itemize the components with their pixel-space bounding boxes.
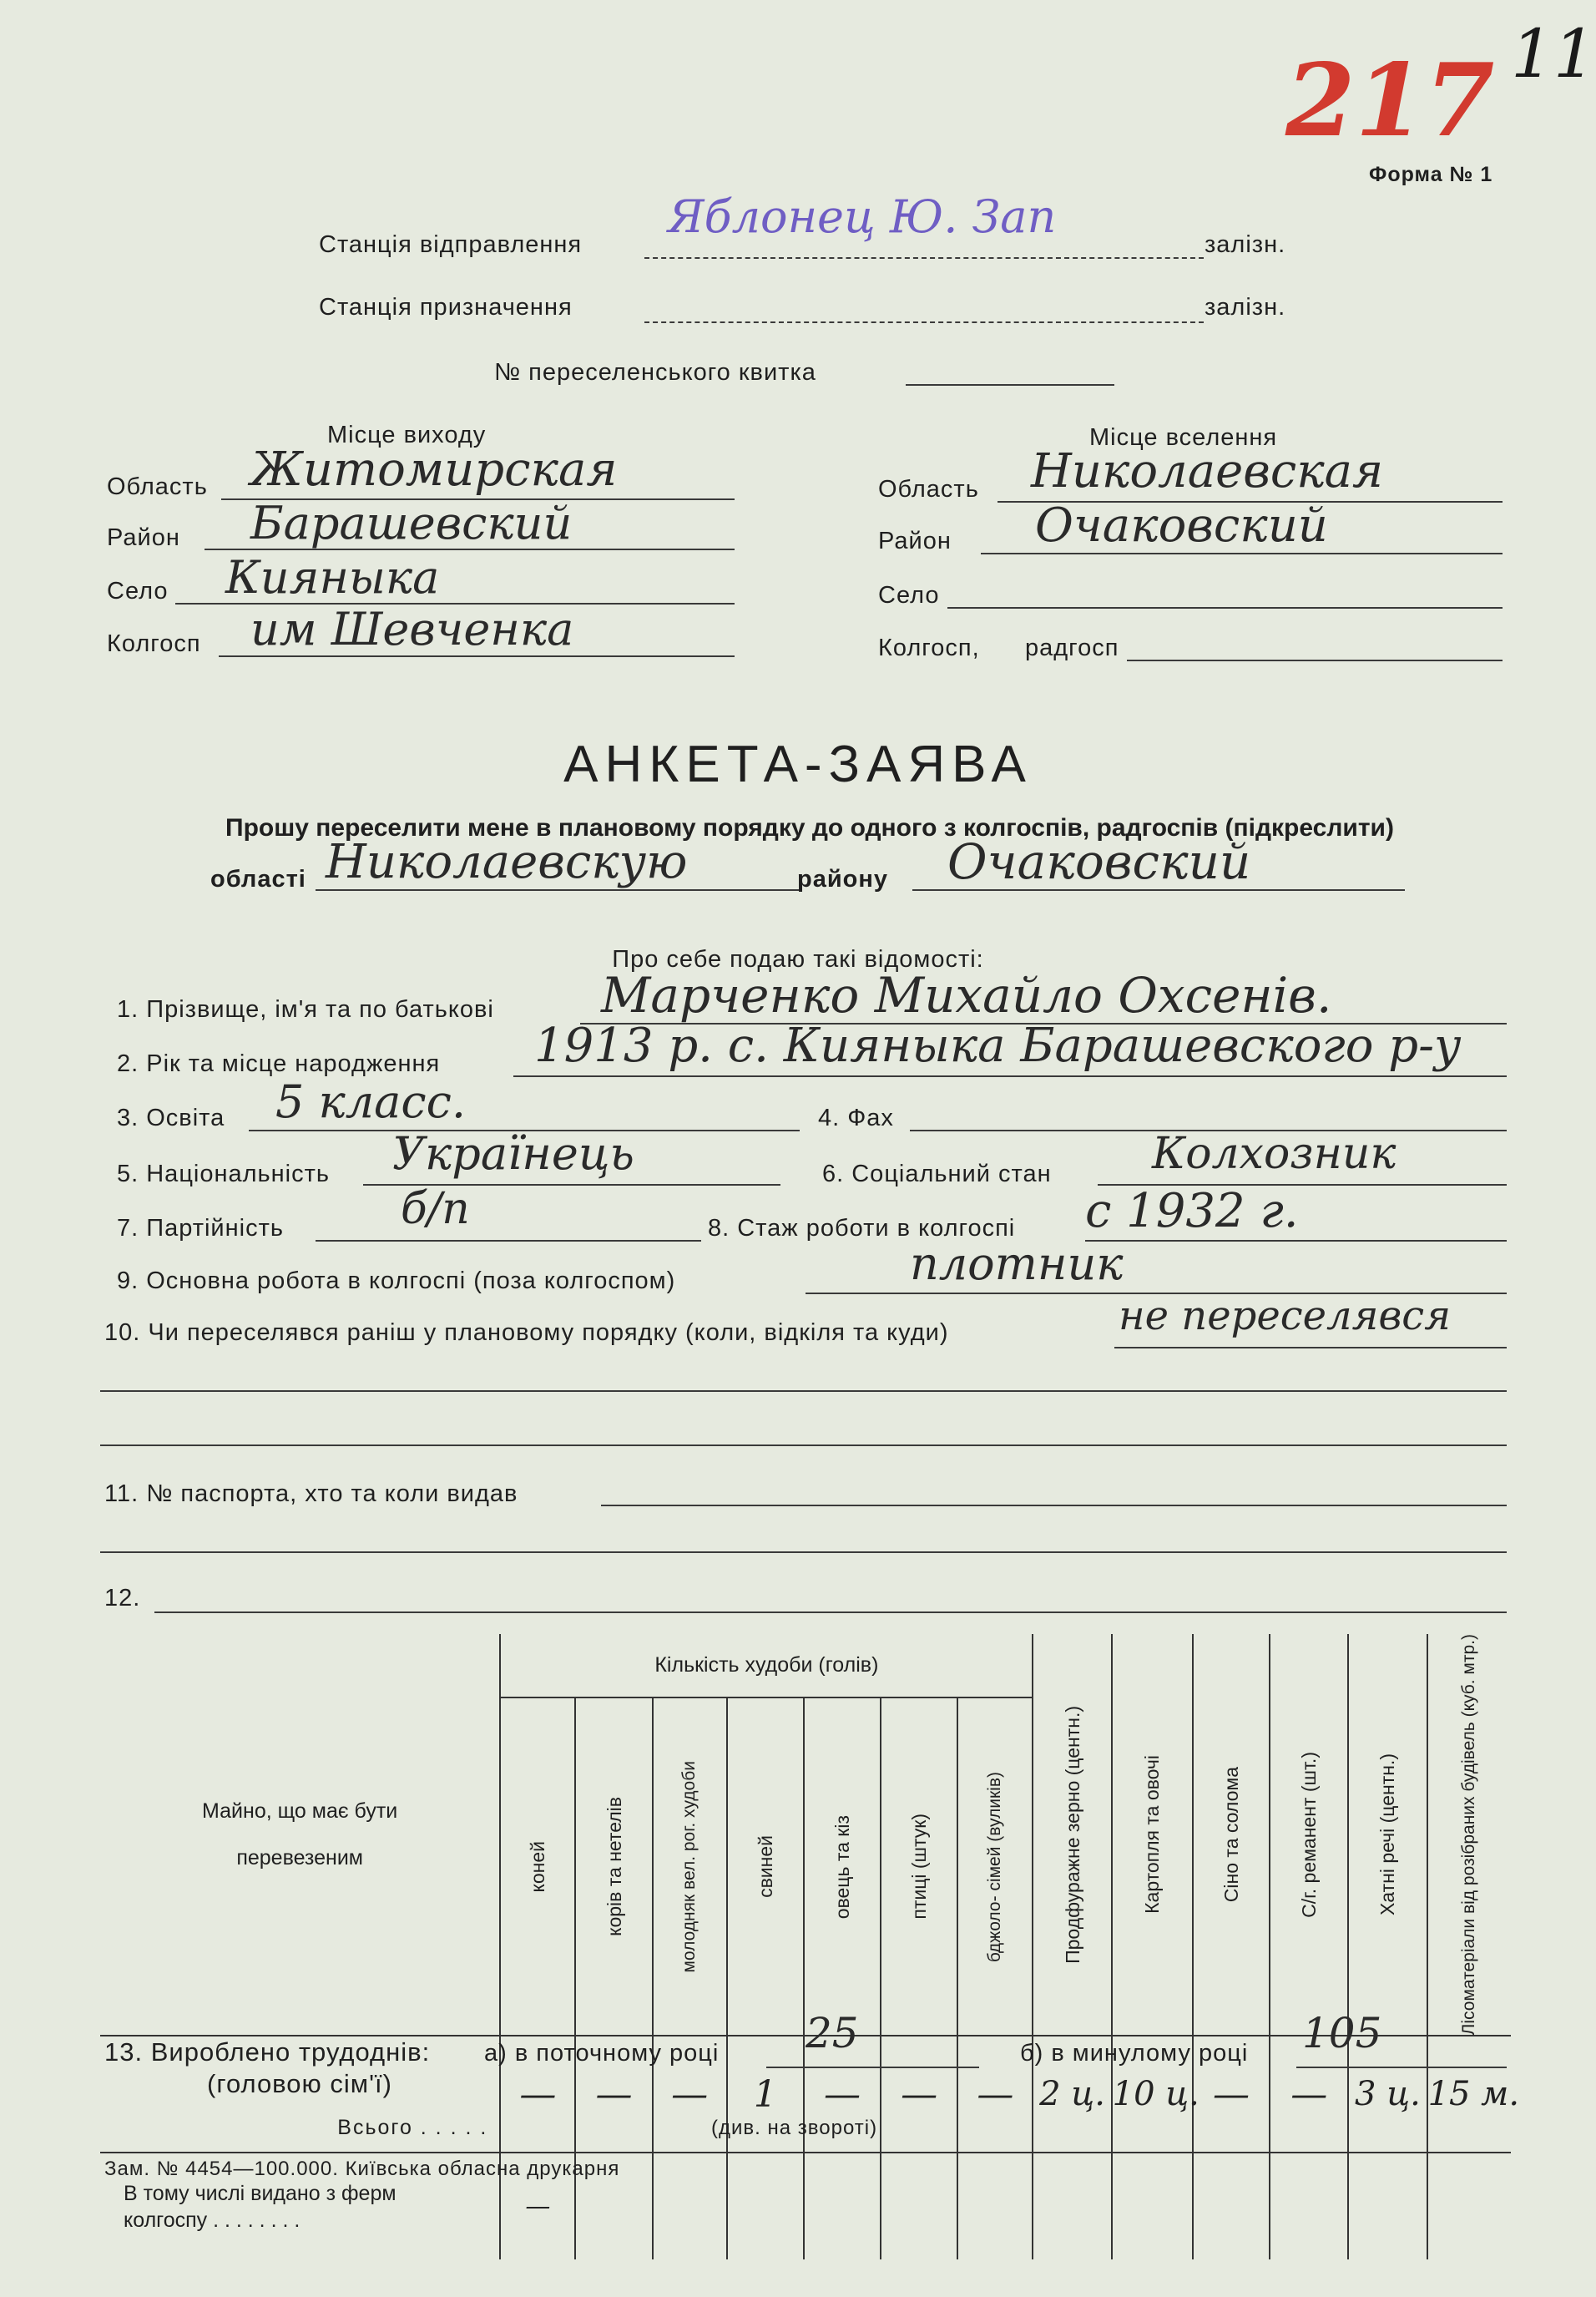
farm-cell[interactable] [1112, 2153, 1193, 2259]
workdays-current-value: 25 [806, 2009, 859, 2057]
settlement-raion-value: Очаковский [1035, 498, 1328, 553]
settlement-selo-label: Село [878, 582, 940, 609]
settlement-selo-field[interactable] [947, 569, 1503, 609]
column-header-label: корів та нетелів [603, 1797, 625, 1937]
field-1-value: Марченко Михайло Охсенів. [601, 967, 1332, 1024]
total-cell[interactable]: — [1270, 2036, 1348, 2153]
total-cell[interactable]: 1 [727, 2036, 804, 2153]
field-10-line-3[interactable] [100, 1411, 1507, 1446]
col-header-3 [653, 1697, 727, 2036]
workdays-previous-label: б) в минулому році [1020, 2040, 1249, 2067]
column-header-label: птиці (штук) [908, 1814, 931, 1920]
field-4-label: 4. Фах [818, 1105, 894, 1131]
request-text: Прошу переселити мене в плановому порядку до одного з колгоспів, радгоспів (підкреслити) [225, 814, 1394, 842]
settlement-title: Місце вселення [1089, 424, 1278, 451]
total-cell[interactable]: — [653, 2036, 727, 2153]
total-cell[interactable]: — [575, 2036, 652, 2153]
column-header-label: Хатні речі (центн.) [1376, 1753, 1399, 1916]
col-header-8 [1033, 1634, 1111, 2036]
field-10-line-2[interactable] [100, 1357, 1507, 1392]
field-5-value: Українець [392, 1127, 634, 1180]
ticket-number-field[interactable] [906, 355, 1114, 386]
farm-cell[interactable] [653, 2153, 727, 2259]
field-9-value: плотник [910, 1237, 1124, 1290]
field-12-label: 12. [104, 1585, 141, 1611]
total-cell[interactable]: — [881, 2036, 957, 2153]
origin-title: Місце виходу [327, 422, 487, 448]
origin-oblast-value: Житомирская [250, 443, 618, 497]
field-6-label: 6. Соціальний стан [822, 1161, 1052, 1187]
farm-cell[interactable] [1427, 2153, 1511, 2259]
settlement-radhosp-field[interactable] [1127, 622, 1503, 661]
farm-cell[interactable] [804, 2153, 881, 2259]
workdays-current-label: а) в поточному році [484, 2040, 720, 2067]
form-number-label: Форма № 1 [1369, 163, 1493, 186]
red-annotation-number: 217 [1285, 42, 1495, 159]
field-12-input[interactable] [154, 1578, 1507, 1613]
field-6-value: Колхозник [1152, 1129, 1396, 1179]
col-header-9 [1112, 1634, 1193, 2036]
field-5-label: 5. Національність [117, 1161, 331, 1187]
farm-cell[interactable] [957, 2153, 1033, 2259]
total-cell[interactable]: — [500, 2036, 575, 2153]
col-header-1 [500, 1697, 575, 2036]
farm-cell[interactable] [1270, 2153, 1348, 2259]
workdays-sublabel: (головою сім'ї) [207, 2069, 392, 2098]
column-header-label: овець та кіз [831, 1814, 853, 1919]
railway-label-1: залізн. [1205, 231, 1286, 258]
total-cell[interactable]: 2 ц. [1033, 2036, 1111, 2153]
col-header-5 [804, 1697, 881, 2036]
column-header-label: свиней [754, 1835, 776, 1899]
field-2-label: 2. Рік та місце народження [117, 1050, 441, 1077]
column-header-label: Сіно та солома [1220, 1767, 1243, 1903]
column-header-label: коней [527, 1841, 549, 1893]
form-title: АНКЕТА-ЗАЯВА [563, 736, 1033, 793]
field-11-input[interactable] [601, 1471, 1507, 1506]
farm-cell[interactable] [881, 2153, 957, 2259]
column-header-label: Картопля та овочі [1141, 1755, 1164, 1915]
col-header-2 [575, 1697, 652, 2036]
field-2-value: 1913 р. с. Кияныка Барашевского р-у [534, 1019, 1462, 1073]
settlement-raion-label: Район [878, 528, 952, 554]
workdays-label: 13. Вироблено трудоднів: [104, 2037, 431, 2067]
farm-cell[interactable] [727, 2153, 804, 2259]
property-row-header: Майно, що має бути перевезеним [100, 1634, 500, 2036]
field-4-input[interactable] [910, 1092, 1507, 1131]
farm-cell[interactable] [1033, 2153, 1111, 2259]
farm-label: В тому числі видано з ферм колгоспу . . . . . . . . [100, 2153, 500, 2259]
origin-raion-label: Район [107, 524, 180, 551]
col-header-11 [1270, 1634, 1348, 2036]
total-label: Всього . . . . . [100, 2036, 500, 2153]
field-8-value: с 1932 г. [1085, 1184, 1299, 1238]
total-cell[interactable]: — [957, 2036, 1033, 2153]
total-cell[interactable]: — [804, 2036, 881, 2153]
departure-station-value: Яблонец Ю. Зап [668, 190, 1057, 243]
col-header-12 [1348, 1634, 1427, 2036]
field-9-label: 9. Основна робота в колгоспі (поза колгоспом) [117, 1267, 676, 1294]
col-header-4 [727, 1697, 804, 2036]
origin-raion-value: Барашевский [250, 497, 573, 549]
total-cell[interactable]: 10 ц. [1112, 2036, 1193, 2153]
request-raion-value: Очаковский [947, 833, 1251, 890]
request-raion-label: району [797, 866, 889, 893]
departure-station-label: Станція відправлення [319, 231, 583, 258]
settlement-radhosp-label: радгосп [1025, 635, 1119, 661]
field-7-value: б/п [401, 1184, 470, 1234]
request-oblast-label: області [210, 866, 306, 893]
settlement-oblast-value: Николаевская [1031, 444, 1384, 498]
col-header-6 [881, 1697, 957, 2036]
field-3-label: 3. Освіта [117, 1105, 225, 1131]
settlement-oblast-label: Область [878, 476, 979, 503]
farm-cell[interactable]: — [500, 2153, 575, 2259]
railway-label-2: залізн. [1205, 294, 1286, 321]
total-cell[interactable]: — [1193, 2036, 1270, 2153]
settlement-kolhosp-label: Колгосп, [878, 635, 980, 661]
origin-selo-value: Кияныка [225, 551, 440, 604]
field-11-label: 11. № паспорта, хто та коли видав [104, 1480, 518, 1507]
field-10-value: не переселявся [1119, 1293, 1451, 1339]
workdays-previous-value: 105 [1302, 2009, 1382, 2057]
total-cell[interactable]: 3 ц. [1348, 2036, 1427, 2153]
total-cell[interactable]: 15 м. [1427, 2036, 1511, 2153]
request-oblast-value: Николаевскую [326, 835, 688, 889]
livestock-group-header: Кількість худоби (голів) [500, 1634, 1033, 1697]
destination-station-field[interactable] [644, 288, 1204, 323]
column-header-label: Продфуражне зерно (центн.) [1061, 1705, 1083, 1964]
field-8-label: 8. Стаж роботи в колгоспі [708, 1215, 1016, 1242]
field-3-value: 5 класс. [275, 1075, 466, 1128]
column-header-label: Лісоматеріали від розібраних будівель (куб. мтр.) [1459, 1634, 1479, 2036]
col-header-13 [1427, 1634, 1511, 2036]
origin-kolhosp-label: Колгосп [107, 630, 201, 657]
workdays-current-input[interactable] [766, 2029, 979, 2068]
field-11-line-2[interactable] [100, 1518, 1507, 1553]
origin-kolhosp-value: им Шевченка [250, 603, 574, 655]
field-7-input[interactable] [316, 1202, 701, 1242]
reverse-note: (див. на звороті) [711, 2117, 878, 2139]
column-header-label: молодняк вел. рог. худоби [679, 1761, 700, 1973]
col-header-10 [1193, 1634, 1270, 2036]
column-header-label: С/г. реманент (шт.) [1298, 1751, 1321, 1918]
printer-note: Зам. № 4454—100.000. Київська обласна друкарня [104, 2158, 620, 2180]
black-annotation-number: 11 [1511, 15, 1596, 93]
farm-cell[interactable] [1348, 2153, 1427, 2259]
destination-station-label: Станція призначення [319, 294, 573, 321]
origin-selo-label: Село [107, 578, 169, 605]
field-7-label: 7. Партійність [117, 1215, 284, 1242]
col-header-7 [957, 1697, 1033, 2036]
field-1-label: 1. Прізвище, ім'я та по батькові [117, 996, 494, 1023]
column-header-label: бджоло- сімей (вуликів) [985, 1771, 1005, 1962]
farm-cell[interactable] [1193, 2153, 1270, 2259]
intro-text: Про себе подаю такі відомості: [612, 946, 984, 973]
field-10-label: 10. Чи переселявся раніш у плановому порядку (коли, відкіля та куди) [104, 1319, 949, 1346]
origin-oblast-label: Область [107, 473, 208, 500]
ticket-number-label: № переселенського квитка [494, 359, 816, 386]
